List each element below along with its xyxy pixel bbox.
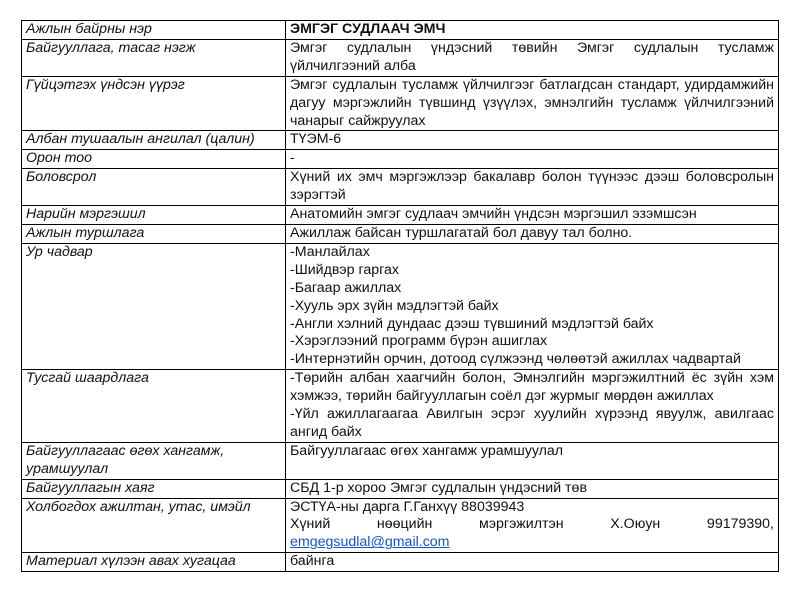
row-label: Орон тоо [22,150,286,169]
table-row-specialization [22,206,779,225]
contact-details [286,498,779,553]
row-label: Байгууллагаас өгөх хангамж, урамшуулал [22,442,286,479]
row-label: Ажлын байрны нэр [22,21,286,40]
list-item: -Төрийн албан хаагчийн болон, Эмнэлгийн мэргэжилтний ёс зүйн хэм хэмжээ, төрийн байгууллагын соёл дэг журмыг мөрдөн ажиллах [290,370,774,405]
table-row-skills [22,243,779,369]
row-label: Албан тушаалын ангилал (цалин) [22,131,286,150]
list-item: -Үйл ажиллагаагаа Авилгын эсрэг хуулийн хүрээнд явуулж, авилгаас ангид байх [290,406,774,440]
table-row-benefits [22,442,779,479]
row-value: Хүний их эмч мэргэжлээр бакалавр болон түүнээс дээш боловсролын зэрэгтэй [286,169,779,206]
row-value: Ажиллаж байсан туршлагатай бол давуу тал болно. [286,224,779,243]
list-item: -Интернэтийн орчин, дотоод сүлжээнд чөлөөтэй ажиллах чадвартай [290,351,741,368]
table-row-headcount [22,150,779,169]
job-posting-table [21,20,779,572]
row-value: Байгууллагаас өгөх хангамж урамшуулал [286,442,779,479]
table-row-address [22,479,779,498]
list-item: -Багаар ажиллах [290,279,402,296]
row-value: байнга [286,553,779,572]
row-label: Байгууллага, тасаг нэгж [22,39,286,76]
table-row-organization [22,39,779,76]
row-value: - [286,150,779,169]
table-row-main-duty [22,76,779,131]
list-item: -Манлайлах [290,243,370,260]
row-value: Анатомийн эмгэг судлаач эмчийн үндсэн мэргэшил эзэмшсэн [286,206,779,225]
row-label: Ур чадвар [22,243,286,369]
row-label: Материал хүлээн авах хугацаа [22,553,286,572]
row-value: СБД 1-р хороо Эмгэг судлалын үндэсний төв [286,479,779,498]
table-row-deadline [22,553,779,572]
list-item: -Хэрэглээний программ бүрэн ашиглах [290,333,548,350]
row-value: ТҮЭМ-6 [286,131,779,150]
row-label: Боловсрол [22,169,286,206]
row-label: Холбогдох ажилтан, утас, имэйл [22,498,286,553]
row-label: Нарийн мэргэшил [22,206,286,225]
table-row-special-requirements [22,370,779,443]
row-label: Гүйцэтгэх үндсэн үүрэг [22,76,286,131]
table-row-position-class [22,131,779,150]
row-value: Эмгэг судлалын тусламж үйлчилгээг батлагдсан стандарт, удирдамжийн дагуу мэргэжлийн түвшинд үзүүлэх, эмнэлгийн тусламж үйлчилгээний чанарыг сайжруулах [286,76,779,131]
contact-line: Хүний нөөцийн мэргэжилтэн Х.Оюун 99179390, [290,516,774,533]
list-item: -Англи хэлний дундаас дээш түвшиний мэдлэгтэй байх [290,315,654,332]
table-row-contact [22,498,779,553]
email-link[interactable]: emgegsudlal@gmail.com [290,534,450,551]
row-value: Эмгэг судлалын үндэсний төвийн Эмгэг судлалын тусламж үйлчилгээний алба [286,39,779,76]
row-label: Ажлын туршлага [22,224,286,243]
table-row-position-title [22,21,779,40]
list-item: -Хууль эрх зүйн мэдлэгтэй байх [290,297,499,314]
row-label: Байгууллагын хаяг [22,479,286,498]
skills-list [286,243,779,369]
contact-line: ЭСТҮА-ны дарга Г.Ганхүү 88039943 [290,498,525,515]
row-label: Тусгай шаардлага [22,370,286,443]
table-row-education [22,169,779,206]
position-title: ЭМГЭГ СУДЛААЧ ЭМЧ [286,21,779,40]
requirements-list [286,370,779,443]
table-row-experience [22,224,779,243]
list-item: -Шийдвэр гаргах [290,261,399,278]
